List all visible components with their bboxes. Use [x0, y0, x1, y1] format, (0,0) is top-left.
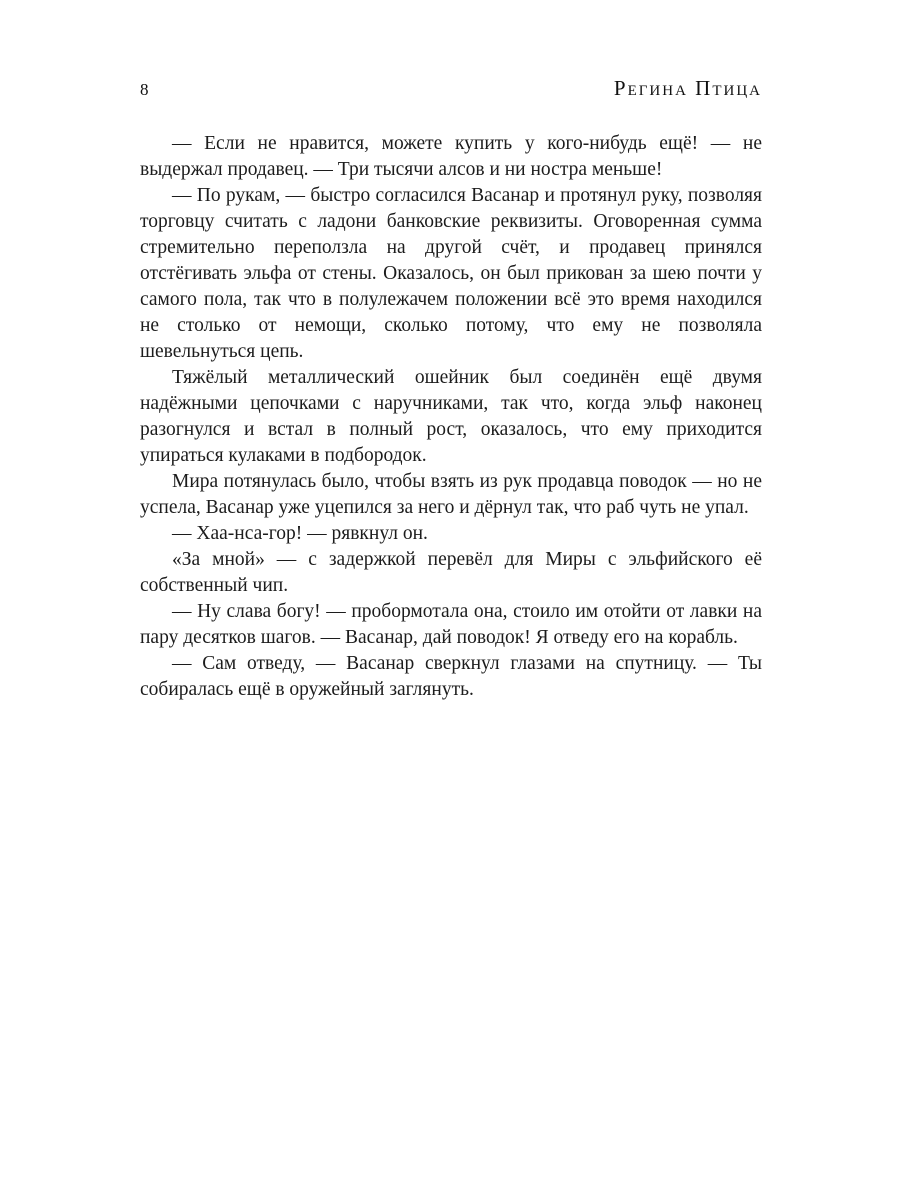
paragraph: — По рукам, — быстро согласился Васанар и протянул руку, позволяя торговцу считать с ладони банковские реквизиты. Оговоренная сумма стремительно переползла на другой счёт, и продавец принялся отстёгивать эльфа от стены. Оказалось, он был прикован за шею почти у самого пола, так что в полулежачем положении всё это время находился не столько от немощи, сколько потому, что ему не позволяла шевельнуться цепь.	[140, 185, 762, 362]
paragraph: — Ну слава богу! — пробормотала она, стоило им отойти от лавки на пару десятков шагов. — Васанар, дай поводок! Я отведу его на корабль.	[140, 601, 762, 648]
paragraph: — Сам отведу, — Васанар сверкнул глазами на спутницу. — Ты собиралась ещё в оружейный заглянуть.	[140, 653, 762, 700]
running-head-author: Регина Птица	[613, 76, 762, 100]
paragraph: Тяжёлый металлический ошейник был соединён ещё двумя надёжными цепочками с наручниками, так что, когда эльф наконец разогнулся и встал в полный рост, оказалось, что ему приходится упираться кулаками в подбородок.	[140, 367, 762, 466]
page-number: 8	[140, 80, 149, 99]
paragraph: «За мной» — с задержкой перевёл для Миры с эльфийского её собственный чип.	[140, 549, 762, 596]
paragraph: — Если не нравится, можете купить у кого-нибудь ещё! — не выдержал продавец. — Три тысячи алсов и ни ностра меньше!	[140, 133, 762, 180]
paragraph: — Хаа-нса-гор! — рявкнул он.	[172, 523, 428, 544]
page-header	[140, 76, 762, 101]
paragraph: Мира потянулась было, чтобы взять из рук продавца поводок — но не успела, Васанар уже уцепился за него и дёрнул так, что раб чуть не упал.	[140, 471, 762, 518]
page-body	[140, 131, 762, 703]
